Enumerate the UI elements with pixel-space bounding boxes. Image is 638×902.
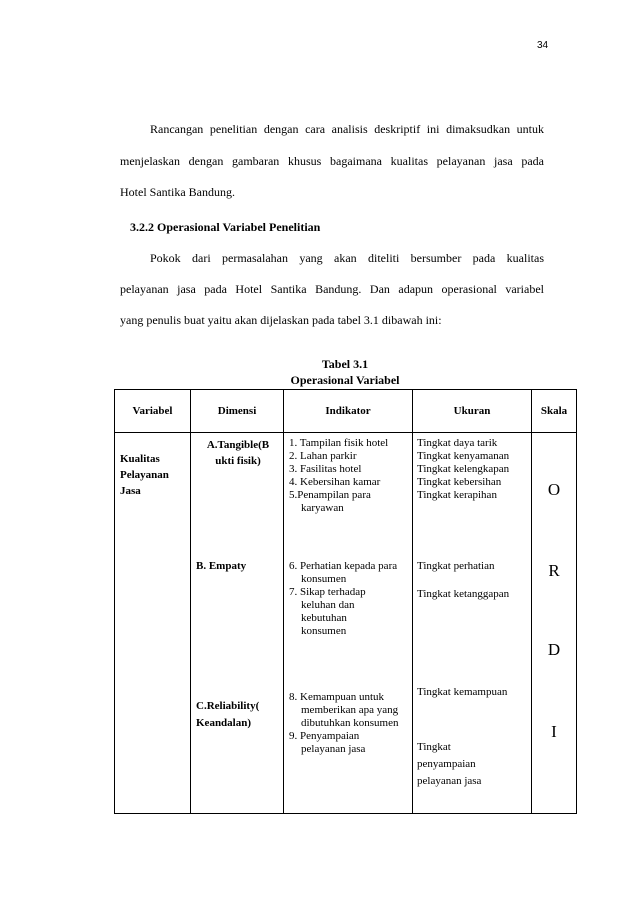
indikator-item: 7. Sikap terhadap keluhan dan kebutuhan konsumen (289, 586, 366, 637)
skala-letter: O (547, 480, 561, 499)
variabel-line: Kualitas (120, 453, 160, 465)
operational-variable-table (114, 389, 577, 814)
variabel-line: Pelayanan (120, 469, 169, 481)
indikator-item: 6. Perhatian kepada para konsumen (289, 560, 398, 585)
dimensi-reliability: Keandalan) (196, 717, 252, 729)
ukuran-item: Tingkat perhatian (417, 560, 495, 572)
ukuran-item: Tingkat kenyamanan (417, 450, 510, 462)
skala-letter: R (548, 561, 560, 580)
indikator-item: 5.Penampilan para karyawan (289, 489, 371, 514)
indikator-item: 4. Kebersihan kamar (289, 476, 381, 488)
header-dimensi: Dimensi (191, 390, 284, 433)
paragraph1-line2: menjelaskan dengan gambaran khusus bagaimana kualitas pelayanan jasa pada (120, 154, 544, 168)
paragraph2-line2: pelayanan jasa pada Hotel Santika Bandung. Dan adapun operasional variabel (120, 282, 544, 296)
dimensi-tangible: ukti fisik) (215, 455, 261, 467)
paragraph2-line1: Pokok dari permasalahan yang akan diteliti bersumber pada kualitas (150, 251, 544, 265)
table-row (115, 433, 577, 814)
header-ukuran: Ukuran (413, 390, 532, 433)
ukuran-item: Tingkat ketanggapan (417, 588, 510, 600)
ukuran-item: Tingkat kebersihan (417, 476, 502, 488)
skala-cell (532, 433, 577, 814)
ukuran-item: Tingkat kerapihan (417, 489, 497, 501)
indikator-item: 2. Lahan parkir (289, 450, 357, 462)
table-caption-number: Tabel 3.1 (321, 357, 369, 371)
ukuran-item: Tingkat daya tarik (417, 437, 498, 449)
dimensi-cell (191, 433, 284, 814)
ukuran-item: Tingkat kemampuan (417, 686, 508, 698)
indikator-cell (284, 433, 413, 814)
ukuran-cell (413, 433, 532, 814)
header-skala: Skala (532, 390, 577, 433)
header-indikator: Indikator (284, 390, 413, 433)
table-caption-title: Operasional Variabel (290, 373, 400, 387)
skala-letter: I (551, 722, 557, 741)
ukuran-item: Tingkat kelengkapan (417, 463, 510, 475)
indikator-item: 9. Penyampaian pelayanan jasa (289, 730, 366, 755)
paragraph1-line1: Rancangan penelitian dengan cara analisis deskriptif ini dimaksudkan untuk (150, 122, 544, 136)
variabel-line: Jasa (120, 485, 141, 497)
table-header-row (115, 390, 577, 433)
header-variabel: Variabel (115, 390, 191, 433)
indikator-item: 1. Tampilan fisik hotel (289, 437, 389, 449)
dimensi-reliability: C.Reliability( (196, 700, 260, 712)
variabel-cell (115, 433, 191, 814)
dimensi-tangible: A.Tangible(B (206, 439, 270, 451)
paragraph1-line3: Hotel Santika Bandung. (120, 185, 235, 199)
dimensi-empaty: B. Empaty (196, 560, 247, 572)
skala-letter: D (547, 640, 561, 659)
indikator-item: 8. Kemampuan untuk memberikan apa yang dibutuhkan konsumen (289, 691, 399, 729)
indikator-item: 3. Fasilitas hotel (289, 463, 362, 475)
page-number: 34 (537, 40, 549, 51)
ukuran-item: Tingkat penyampaian pelayanan jasa (417, 741, 482, 787)
section-heading: 3.2.2 Operasional Variabel Penelitian (130, 220, 321, 234)
paragraph2-line3: yang penulis buat yaitu akan dijelaskan pada tabel 3.1 dibawah ini: (120, 313, 442, 327)
